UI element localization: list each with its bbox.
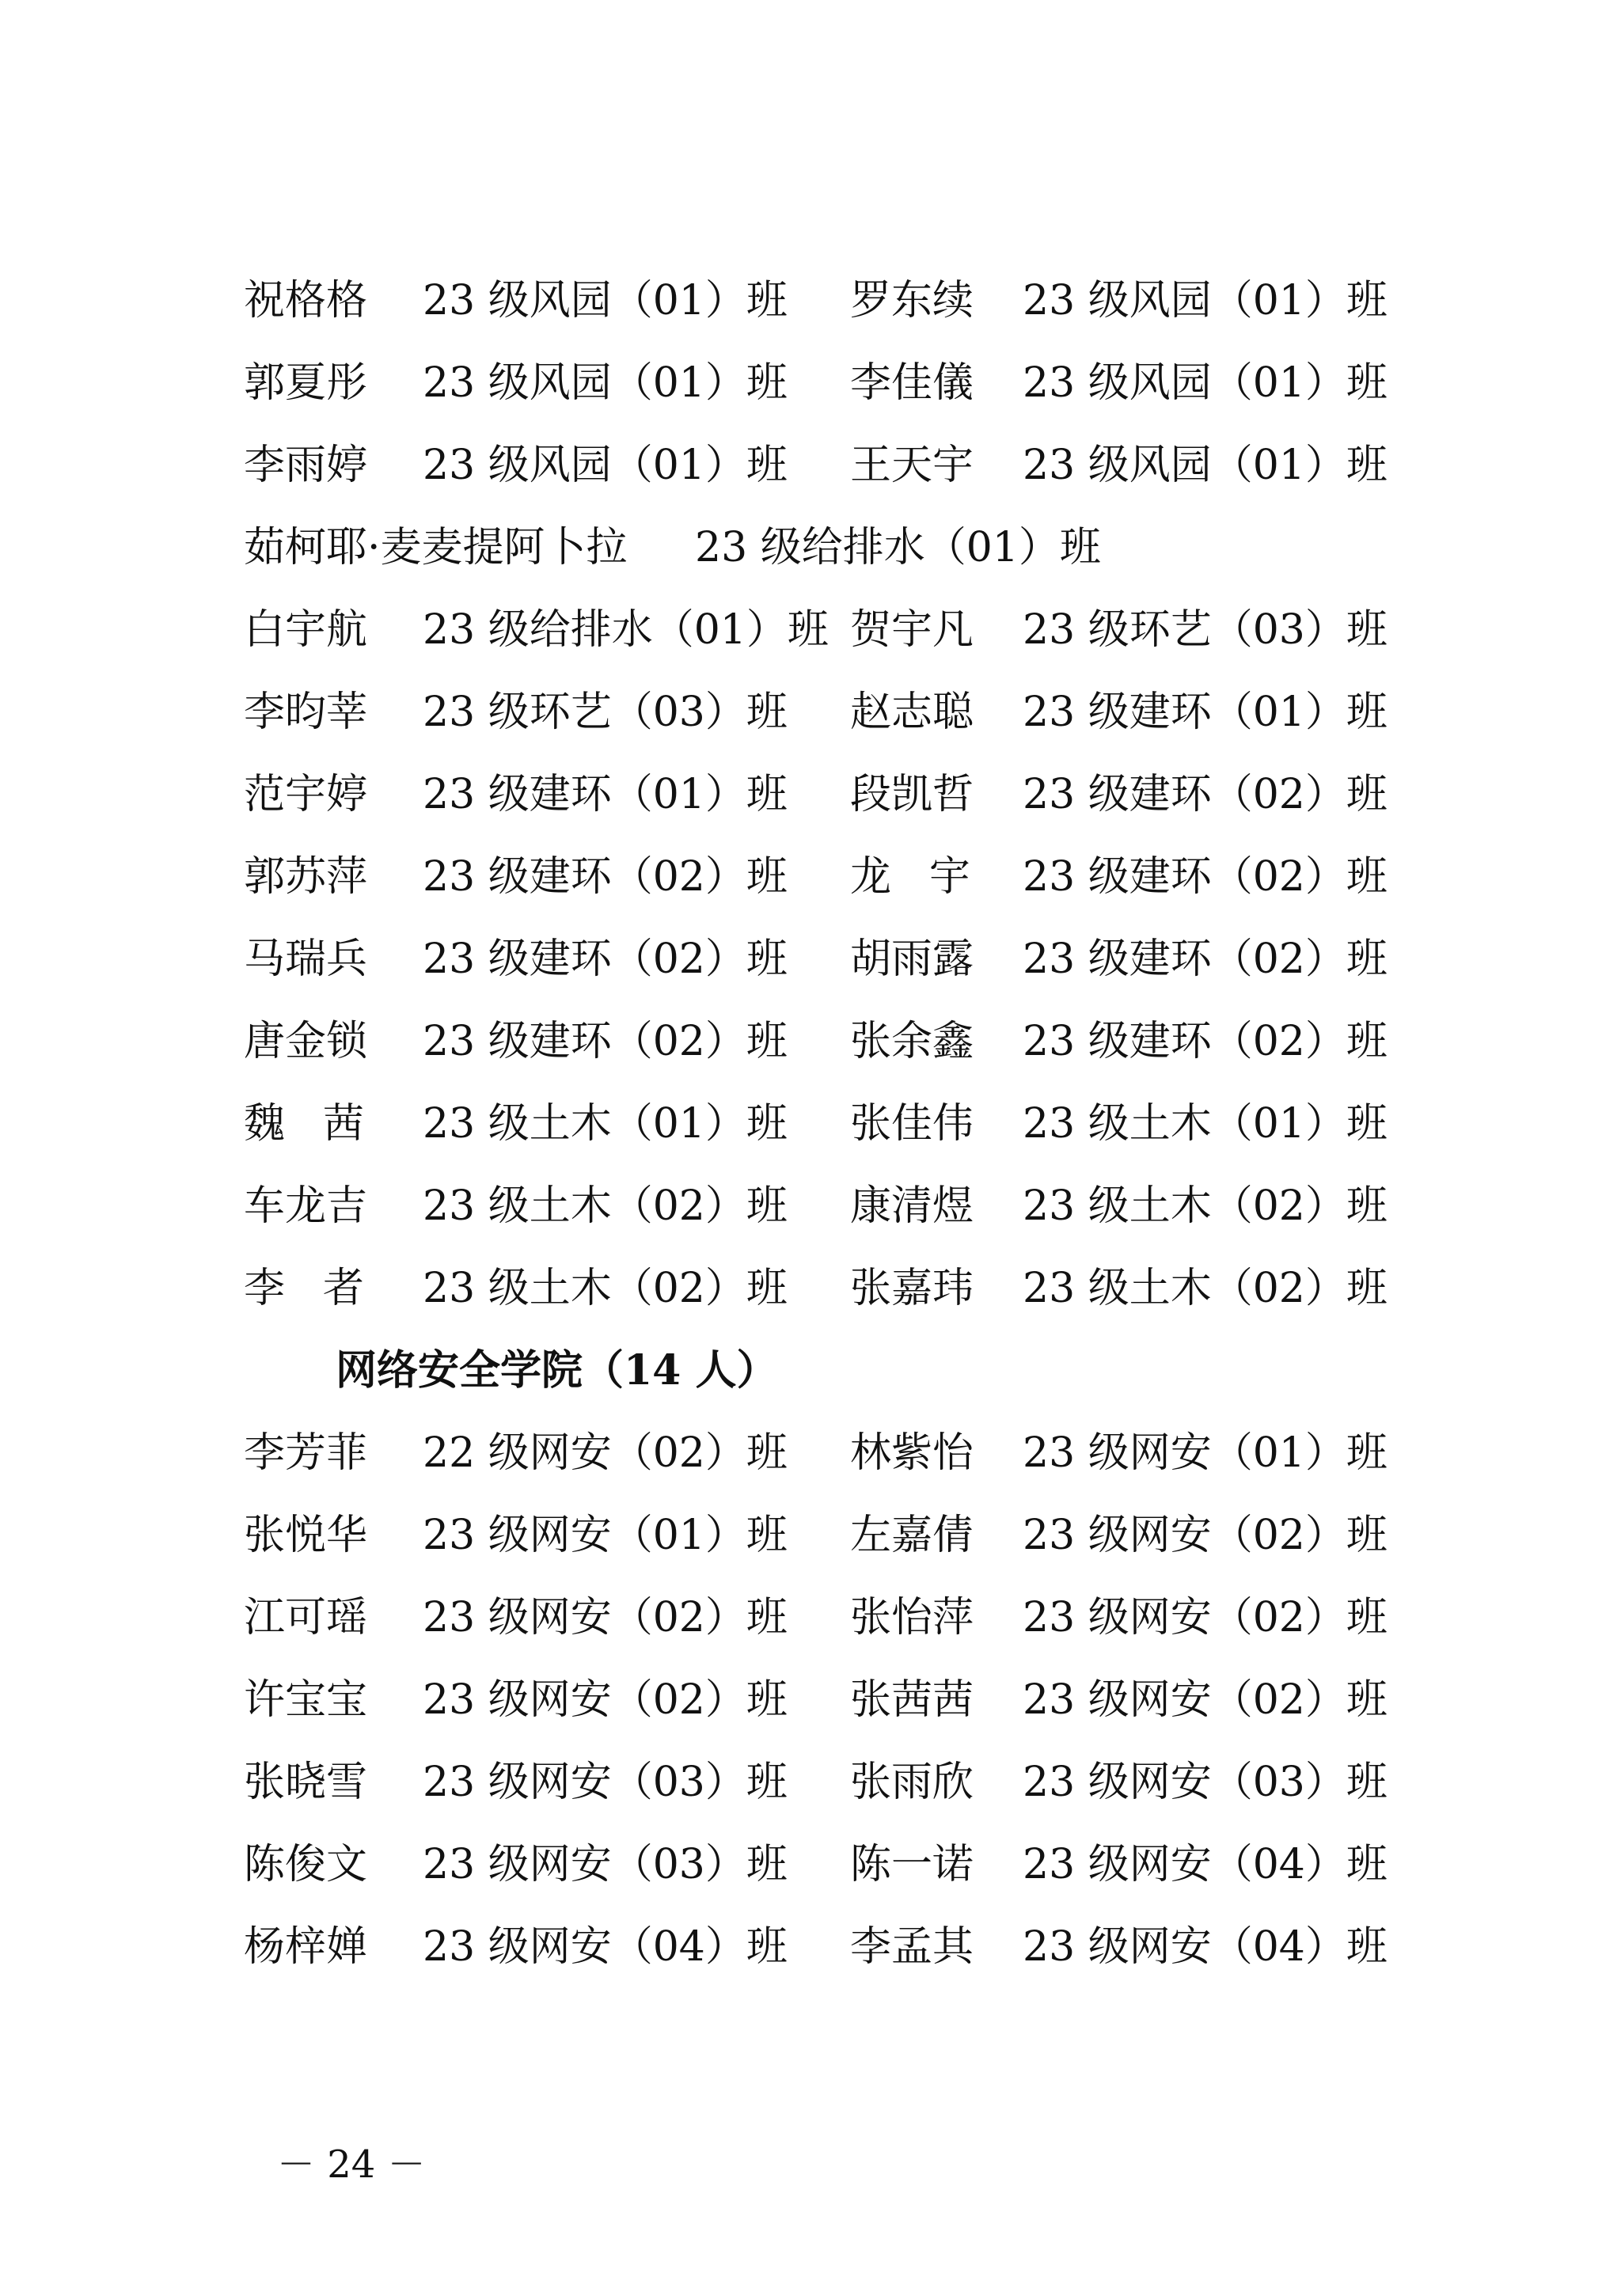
- class-name: 23 级风园（01）班: [1023, 359, 1388, 407]
- class-name: 23 级网安（02）班: [423, 1594, 788, 1641]
- page-number: － 24 －: [277, 2142, 426, 2187]
- class-name: 23 级给排水（01）班: [423, 606, 829, 654]
- class-name: 23 级风园（01）班: [423, 359, 788, 407]
- student-name: 张晓雪: [244, 1759, 368, 1806]
- list-row: [244, 1504, 1399, 1567]
- list-row: [244, 1092, 1399, 1156]
- class-name: 23 级网安（02）班: [1023, 1512, 1388, 1559]
- class-name: 23 级网安（04）班: [1023, 1923, 1388, 1971]
- class-name: 23 级网安（02）班: [1023, 1594, 1388, 1641]
- class-name: 23 级建环（02）班: [423, 853, 788, 901]
- student-name: 李者: [244, 1265, 402, 1312]
- list-row: [244, 845, 1399, 909]
- class-name: 23 级建环（02）班: [1023, 935, 1388, 983]
- student-name: 郭夏彤: [244, 359, 368, 407]
- list-row: [244, 351, 1399, 415]
- student-name: 魏茜: [244, 1100, 402, 1148]
- list-row: [244, 1257, 1399, 1320]
- class-name: 23 级风园（01）班: [423, 442, 788, 489]
- student-name: 张悦华: [244, 1512, 368, 1559]
- list-row: [244, 1751, 1399, 1814]
- student-name: 白宇航: [244, 606, 368, 654]
- student-name: 唐金锁: [244, 1018, 368, 1065]
- class-name: 23 级网安（03）班: [423, 1759, 788, 1806]
- student-name: 张佳伟: [850, 1100, 974, 1148]
- student-name: 范宇婷: [244, 771, 368, 818]
- class-name: 23 级环艺（03）班: [1023, 606, 1388, 654]
- student-name: 龙宇: [850, 853, 1008, 901]
- class-name: 22 级网安（02）班: [423, 1429, 788, 1477]
- list-row: [244, 1175, 1399, 1238]
- class-name: 23 级建环（02）班: [1023, 771, 1388, 818]
- class-name: 23 级网安（01）班: [1023, 1429, 1388, 1477]
- class-name: 23 级土木（02）班: [423, 1182, 788, 1230]
- student-name: 茹柯耶·麦麦提阿卜拉: [244, 524, 628, 571]
- student-name: 张余鑫: [850, 1018, 974, 1065]
- student-name: 左嘉倩: [850, 1512, 974, 1559]
- class-name: 23 级网安（01）班: [423, 1512, 788, 1559]
- class-name: 23 级建环（02）班: [423, 935, 788, 983]
- student-name: 赵志聪: [850, 689, 974, 736]
- class-name: 23 级土木（01）班: [1023, 1100, 1388, 1148]
- list-row: [244, 598, 1399, 662]
- student-name: 李雨婷: [244, 442, 368, 489]
- student-name: 林紫怡: [850, 1429, 974, 1477]
- list-row: [244, 1833, 1399, 1896]
- class-name: 23 级风园（01）班: [423, 277, 788, 324]
- list-row: [244, 1668, 1399, 1732]
- student-name: 王天宇: [850, 442, 974, 489]
- class-name: 23 级建环（01）班: [1023, 689, 1388, 736]
- list-row: [244, 434, 1399, 497]
- student-name: 车龙吉: [244, 1182, 368, 1230]
- student-name: 祝格格: [244, 277, 368, 324]
- class-name: 23 级风园（01）班: [1023, 442, 1388, 489]
- class-name: 23 级网安（04）班: [1023, 1841, 1388, 1888]
- class-name: 23 级建环（02）班: [423, 1018, 788, 1065]
- student-name: 张怡萍: [850, 1594, 974, 1641]
- class-name: 23 级网安（03）班: [423, 1841, 788, 1888]
- class-name: 23 级建环（02）班: [1023, 853, 1388, 901]
- student-name: 康清煜: [850, 1182, 974, 1230]
- class-name: 23 级网安（02）班: [423, 1676, 788, 1724]
- student-name: 马瑞兵: [244, 935, 368, 983]
- class-name: 23 级土木（02）班: [423, 1265, 788, 1312]
- class-name: 23 级网安（02）班: [1023, 1676, 1388, 1724]
- student-name: 张茜茜: [850, 1676, 974, 1724]
- class-name: 23 级建环（02）班: [1023, 1018, 1388, 1065]
- list-row: [244, 1586, 1399, 1649]
- student-name: 许宝宝: [244, 1676, 368, 1724]
- student-name: 段凯哲: [850, 771, 974, 818]
- student-name: 张雨欣: [850, 1759, 974, 1806]
- student-name: 李孟其: [850, 1923, 974, 1971]
- class-name: 23 级土木（01）班: [423, 1100, 788, 1148]
- student-name: 李芳菲: [244, 1429, 368, 1477]
- student-name: 李昀莘: [244, 689, 368, 736]
- class-name: 23 级风园（01）班: [1023, 277, 1388, 324]
- list-row: [244, 269, 1399, 332]
- list-row: [244, 1421, 1399, 1485]
- class-name: 23 级土木（02）班: [1023, 1265, 1388, 1312]
- list-row: [244, 1915, 1399, 1979]
- list-row: [244, 516, 1399, 579]
- student-name: 张嘉玮: [850, 1265, 974, 1312]
- student-name: 李佳儀: [850, 359, 974, 407]
- student-name: 江可瑶: [244, 1594, 368, 1641]
- list-row: [244, 763, 1399, 826]
- student-name: 陈俊文: [244, 1841, 368, 1888]
- list-row: [244, 1010, 1399, 1073]
- student-name: 罗东续: [850, 277, 974, 324]
- class-name: 23 级环艺（03）班: [423, 689, 788, 736]
- class-name: 23 级网安（04）班: [423, 1923, 788, 1971]
- class-name: 23 级给排水（01）班: [695, 524, 1101, 571]
- section-heading: 网络安全学院（14 人）: [336, 1346, 778, 1395]
- student-name: 贺宇凡: [850, 606, 974, 654]
- student-name: 杨梓婵: [244, 1923, 368, 1971]
- list-row: [244, 681, 1399, 744]
- student-name: 陈一诺: [850, 1841, 974, 1888]
- class-name: 23 级土木（02）班: [1023, 1182, 1388, 1230]
- student-name: 郭苏萍: [244, 853, 368, 901]
- class-name: 23 级建环（01）班: [423, 771, 788, 818]
- list-row: [244, 928, 1399, 991]
- class-name: 23 级网安（03）班: [1023, 1759, 1388, 1806]
- student-name: 胡雨露: [850, 935, 974, 983]
